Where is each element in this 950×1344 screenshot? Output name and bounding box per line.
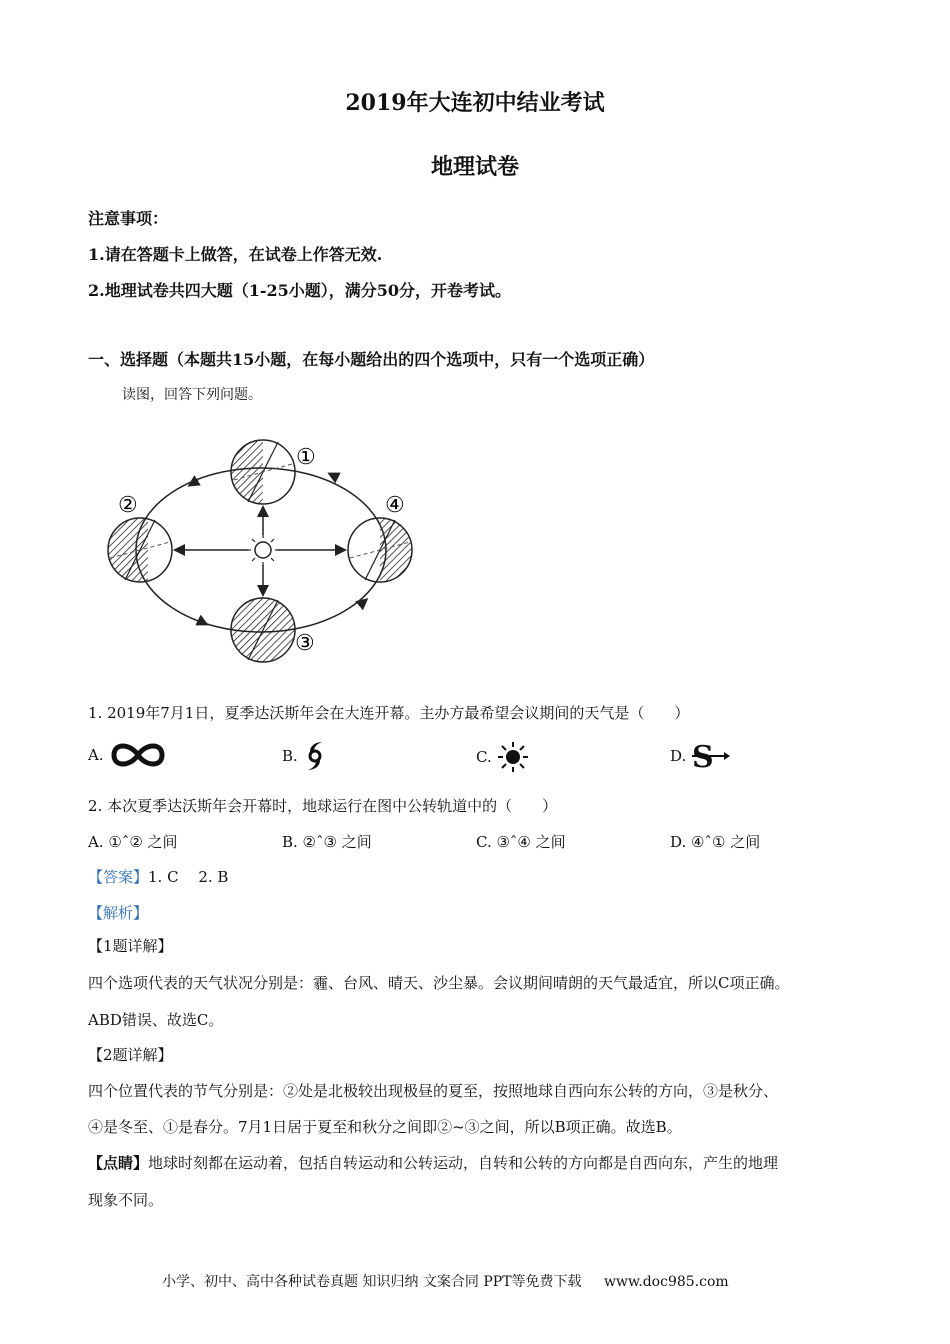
sandstorm-icon <box>690 740 730 772</box>
orbit-arrow-3 <box>360 600 366 605</box>
answer-value: 1. C 2. B <box>148 868 229 886</box>
q1-detail-line2: ABD错误、故选C。 <box>88 1011 224 1029</box>
q2-option-c[interactable]: C. ③ˆ④ 之间 <box>476 833 566 851</box>
tip-text: 地球时刻都在运动着，包括自转运动和公转运动，自转和公转的方向都是自西向东，产生的地理 <box>148 1154 779 1172</box>
sunny-icon <box>496 740 530 774</box>
label-4: ④ <box>385 493 405 518</box>
sun-icon <box>247 534 279 566</box>
q2-text: 2. 本次夏季达沃斯年会开幕时，地球运行在图中公转轨道中的（ ） <box>88 797 558 815</box>
haze-icon <box>108 740 168 770</box>
label-1: ① <box>296 445 316 470</box>
q1-option-a[interactable]: A. <box>88 740 168 770</box>
svg-text:S: S <box>692 740 714 772</box>
answer-line <box>88 866 228 887</box>
orbit-arrow-4 <box>330 474 338 478</box>
q2-detail-heading: 【2题详解】 <box>88 1046 173 1064</box>
q1-detail-heading: 【1题详解】 <box>88 937 173 955</box>
notice-heading: 注意事项： <box>88 209 169 228</box>
label-2: ② <box>118 493 138 518</box>
q1-detail-line1: 四个选项代表的天气状况分别是：霾、台风、晴天、沙尘暴。会议期间晴朗的天气最适宜，所以C项正确。 <box>88 974 790 992</box>
q1-option-c[interactable]: C. <box>476 740 530 774</box>
q1-number: 1. <box>88 704 103 722</box>
q1-text <box>88 702 689 723</box>
tip-line1 <box>88 1152 778 1173</box>
analysis-tag: 【解析】 <box>88 904 149 922</box>
q2-option-a[interactable]: A. ①ˆ② 之间 <box>88 833 178 851</box>
q2-option-d[interactable]: D. ④ˆ① 之间 <box>670 833 761 851</box>
q2-detail-line1: 四个位置代表的节气分别是：②处是北极较出现极昼的夏至，按照地球自西向东公转的方向，③是秋分、 <box>88 1082 779 1100</box>
footer <box>162 1271 729 1291</box>
earth-revolution-diagram <box>98 430 438 675</box>
notice-item-2: 2.地理试卷共四大题（1-25小题），满分50分，开卷考试。 <box>88 281 512 300</box>
label-3: ③ <box>295 631 315 656</box>
notice-item-1: 1.请在答题卡上做答，在试卷上作答无效. <box>88 245 383 264</box>
footer-url[interactable]: www.doc985.com <box>603 1274 729 1290</box>
section-intro: 读图，回答下列问题。 <box>122 387 262 403</box>
tip-line2: 现象不同。 <box>88 1191 164 1209</box>
q1-stem: 2019年7月1日，夏季达沃斯年会在大连开幕。主办方最希望会议期间的天气是（ ） <box>107 704 690 722</box>
page-title: 2019年大连初中结业考试 <box>345 90 605 116</box>
q1-option-d[interactable]: D. S <box>670 740 730 772</box>
earth-position-2 <box>108 518 172 582</box>
q2-detail-line2: ④是冬至、①是春分。7月1日居于夏至和秋分之间即②~③之间，所以B项正确。故选B。 <box>88 1118 682 1136</box>
q1-option-b[interactable]: B. <box>282 740 328 772</box>
footer-text: 小学、初中、高中各种试卷真题 知识归纳 文案合同 PPT等免费下载 <box>162 1274 582 1290</box>
page-subtitle: 地理试卷 <box>430 154 519 180</box>
section-heading: 一、选择题（本题共15小题，在每小题给出的四个选项中，只有一个选项正确） <box>88 350 655 369</box>
earth-position-3 <box>231 598 295 662</box>
tip-tag: 【点睛】 <box>88 1154 149 1172</box>
earth-position-1 <box>231 440 295 504</box>
q2-option-b[interactable]: B. ②ˆ③ 之间 <box>282 833 372 851</box>
answer-tag: 【答案】 <box>88 868 149 886</box>
typhoon-icon <box>302 740 328 772</box>
earth-position-4 <box>348 518 412 582</box>
